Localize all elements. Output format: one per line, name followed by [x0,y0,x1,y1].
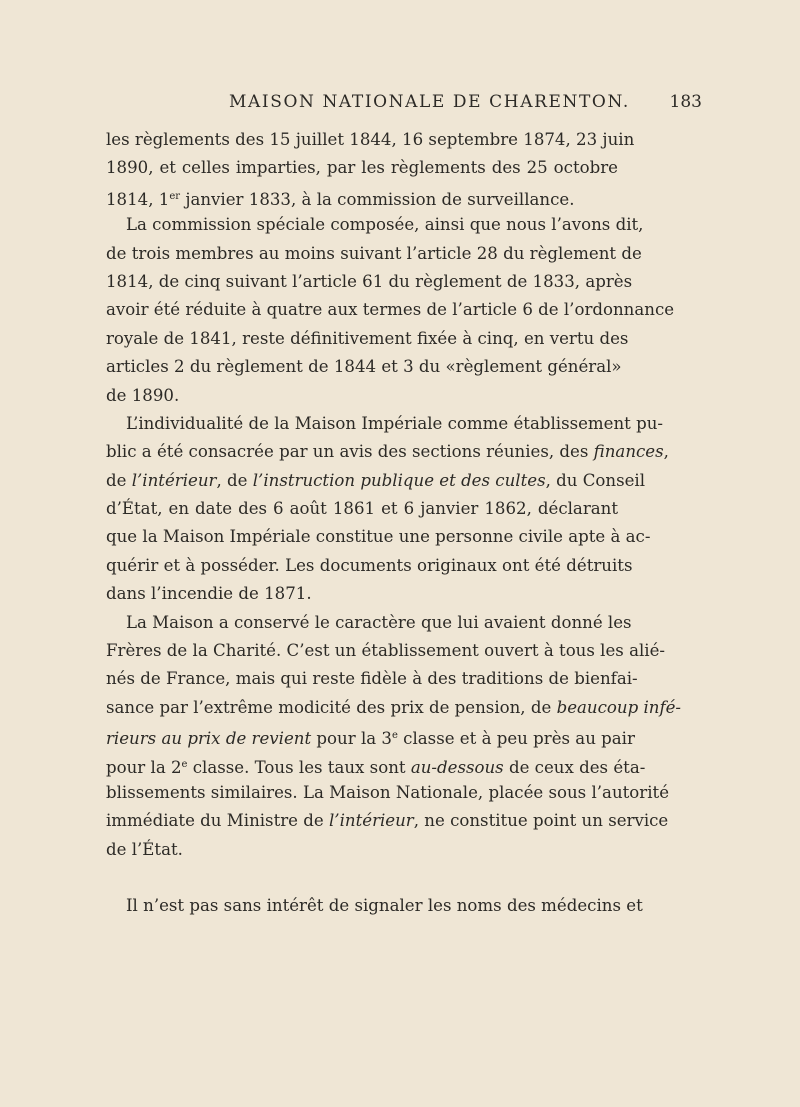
text-line: rieurs au prix de revient pour la 3e classe et à peu près au pair [106,729,635,749]
text-line: que la Maison Impériale constitue une personne civile apte à ac- [106,527,651,547]
text-line: articles 2 du règlement de 1844 et 3 du «règlement général» [106,357,622,377]
text-line: 1814, de cinq suivant l’article 61 du règlement de 1833, après [106,271,633,291]
text-line: 1890, et celles imparties, par les règlements des 25 octobre [106,158,618,178]
paragraph [106,410,669,609]
text-line: de l’intérieur, de l’instruction publique et des cultes, du Conseil [106,470,646,490]
text-line: La commission spéciale composée, ainsi que nous l’avons dit, [126,215,644,235]
text-line: avoir été réduite à quatre aux termes de l’article 6 de l’ordonnance [106,300,675,320]
text-line: La Maison a conservé le caractère que lui avaient donné les [126,612,632,632]
paragraph [106,892,643,920]
paragraph [106,609,682,865]
text-line: de 1890. [106,385,180,405]
page-header [160,92,702,116]
text-line: de trois membres au moins suivant l’article 28 du règlement de [106,243,642,263]
paragraph [106,211,675,410]
text-line: les règlements des 15 juillet 1844, 16 septembre 1874, 23 juin [106,130,635,149]
text-line: sance par l’extrême modicité des prix de pension, de beaucoup infé- [106,697,682,717]
text-line: immédiate du Ministre de l’intérieur, ne constitue point un service [106,811,669,831]
text-line: quérir et à posséder. Les documents originaux ont été détruits [106,555,633,575]
text-line: blissements similaires. La Maison Nationale, placée sous l’autorité [106,782,670,802]
text-line: dans l’incendie de 1871. [106,584,312,604]
text-line: 1814, 1er janvier 1833, à la commission de surveillance. [106,189,575,209]
text-line: pour la 2e classe. Tous les taux sont au-dessous de ceux des éta- [106,757,646,777]
text-line: Il n’est pas sans intérêt de signaler les noms des médecins et [126,896,643,916]
text-line: d’État, en date des 6 août 1861 et 6 janvier 1862, déclarant [106,499,618,519]
running-head: MAISON NATIONALE DE CHARENTON. [229,92,630,112]
body-text [106,126,682,921]
text-line: blic a été consacrée par un avis des sections réunies, des finances, [106,442,669,462]
text-line: royale de 1841, reste définitivement fixée à cinq, en vertu des [106,328,629,348]
page-number: 183 [669,92,702,112]
text-line: Frères de la Charité. C’est un établissement ouvert à tous les alié- [106,641,666,661]
text-line: L’individualité de la Maison Impériale comme établissement pu- [126,413,664,433]
text-line: de l’État. [106,839,183,859]
text-line: nés de France, mais qui reste fidèle à des traditions de bienfai- [106,669,638,689]
paragraph [106,126,635,211]
